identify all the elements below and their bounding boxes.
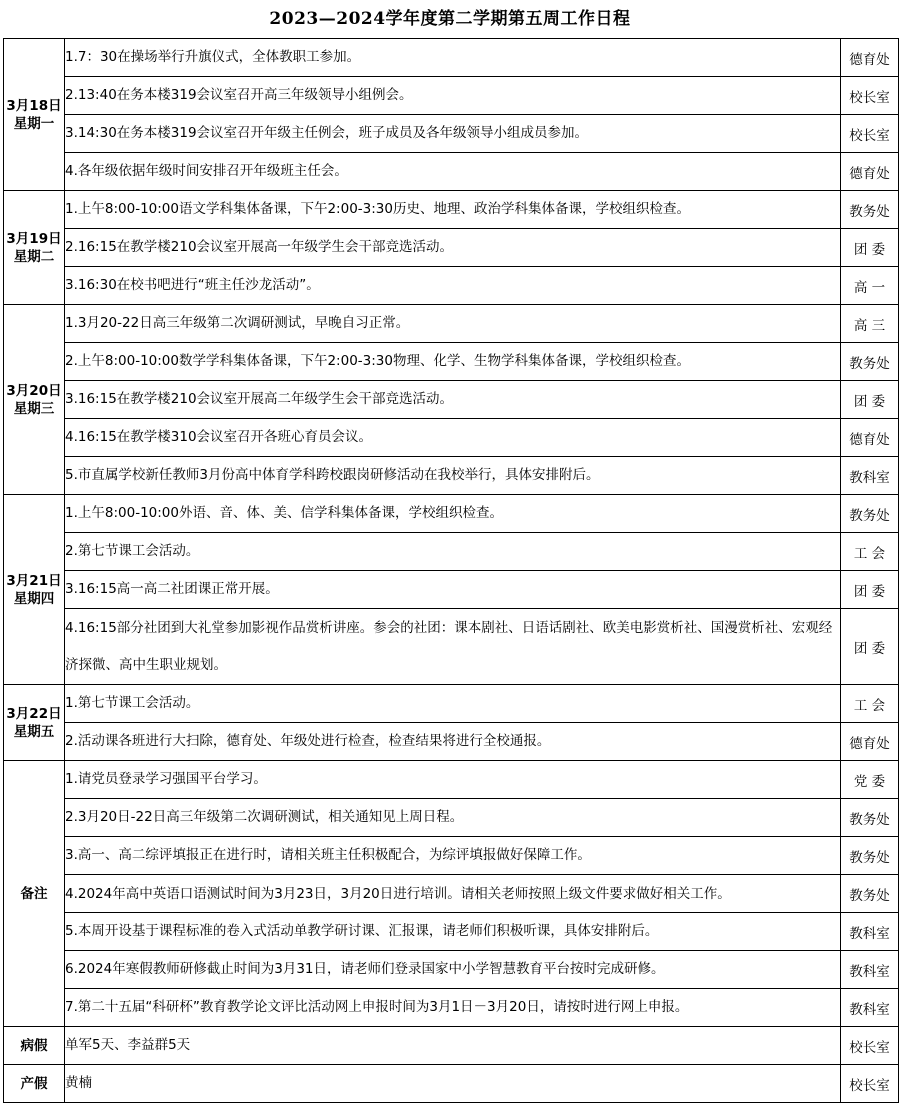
dept-cell: 校长室 xyxy=(841,115,899,153)
schedule-item: 3.16:30在校书吧进行“班主任沙龙活动”。 xyxy=(65,267,841,305)
schedule-item: 1.3月20-22日高三年级第二次调研测试，早晚自习正常。 xyxy=(65,305,841,343)
note-item: 3.高一、高二综评填报正在进行时，请相关班主任积极配合，为综评填报做好保障工作。 xyxy=(65,837,841,875)
schedule-item: 2.第七节课工会活动。 xyxy=(65,533,841,571)
table-row xyxy=(4,609,899,685)
dept-cell: 德育处 xyxy=(841,39,899,77)
note-item: 2.3月20日-22日高三年级第二次调研测试，相关通知见上周日程。 xyxy=(65,799,841,837)
day-cell-thursday: 3月21日 星期四 xyxy=(4,495,65,685)
schedule-item: 1.上午8:00-10:00外语、音、体、美、信学科集体备课，学校组织检查。 xyxy=(65,495,841,533)
dept-cell: 德育处 xyxy=(841,419,899,457)
table-row xyxy=(4,723,899,761)
table-row xyxy=(4,343,899,381)
table-row xyxy=(4,495,899,533)
dept-cell: 团 委 xyxy=(841,609,899,685)
schedule-item: 2.活动课各班进行大扫除，德育处、年级处进行检查，检查结果将进行全校通报。 xyxy=(65,723,841,761)
table-row xyxy=(4,1027,899,1065)
note-item: 1.请党员登录学习强国平台学习。 xyxy=(65,761,841,799)
table-row xyxy=(4,457,899,495)
dept-cell: 团 委 xyxy=(841,381,899,419)
dept-cell: 教科室 xyxy=(841,457,899,495)
schedule-item: 4.各年级依据年级时间安排召开年级班主任会。 xyxy=(65,153,841,191)
dept-cell: 教务处 xyxy=(841,191,899,229)
note-item: 5.本周开设基于课程标准的卷入式活动单教学研讨课、汇报课，请老师们积极听课，具体安排附后。 xyxy=(65,913,841,951)
table-row xyxy=(4,381,899,419)
dept-cell: 团 委 xyxy=(841,571,899,609)
schedule-item: 5.市直属学校新任教师3月份高中体育学科跨校跟岗研修活动在我校举行，具体安排附后。 xyxy=(65,457,841,495)
table-row xyxy=(4,837,899,875)
dept-cell: 校长室 xyxy=(841,1065,899,1103)
table-row xyxy=(4,191,899,229)
dept-cell: 教务处 xyxy=(841,875,899,913)
table-row xyxy=(4,685,899,723)
dept-cell: 教务处 xyxy=(841,837,899,875)
table-row xyxy=(4,1065,899,1103)
table-row xyxy=(4,761,899,799)
dept-cell: 团 委 xyxy=(841,229,899,267)
table-row xyxy=(4,77,899,115)
dept-cell: 教务处 xyxy=(841,799,899,837)
note-item: 4.2024年高中英语口语测试时间为3月23日，3月20日进行培训。请相关老师按照上级文件要求做好相关工作。 xyxy=(65,875,841,913)
table-row xyxy=(4,267,899,305)
maternity-leave-text: 黄楠 xyxy=(65,1065,841,1103)
schedule-item: 3.16:15在教学楼210会议室开展高二年级学生会干部竞选活动。 xyxy=(65,381,841,419)
table-row xyxy=(4,571,899,609)
schedule-item: 2.上午8:00-10:00数学学科集体备课，下午2:00-3:30物理、化学、生物学科集体备课，学校组织检查。 xyxy=(65,343,841,381)
table-row xyxy=(4,875,899,913)
table-row xyxy=(4,305,899,343)
day-cell-friday: 3月22日 星期五 xyxy=(4,685,65,761)
table-row xyxy=(4,229,899,267)
note-item: 7.第二十五届“科研杯”教育教学论文评比活动网上申报时间为3月1日－3月20日，请按时进行网上申报。 xyxy=(65,989,841,1027)
schedule-item: 4.16:15在教学楼310会议室召开各班心育员会议。 xyxy=(65,419,841,457)
dept-cell: 高 一 xyxy=(841,267,899,305)
table-row xyxy=(4,153,899,191)
dept-cell: 工 会 xyxy=(841,685,899,723)
maternity-leave-label: 产假 xyxy=(4,1065,65,1103)
schedule-item: 3.14:30在务本楼319会议室召开年级主任例会，班子成员及各年级领导小组成员参加。 xyxy=(65,115,841,153)
sick-leave-label: 病假 xyxy=(4,1027,65,1065)
schedule-item: 2.16:15在教学楼210会议室开展高一年级学生会干部竞选活动。 xyxy=(65,229,841,267)
dept-cell: 校长室 xyxy=(841,1027,899,1065)
note-item: 6.2024年寒假教师研修截止时间为3月31日，请老师们登录国家中小学智慧教育平台按时完成研修。 xyxy=(65,951,841,989)
dept-cell: 高 三 xyxy=(841,305,899,343)
dept-cell: 德育处 xyxy=(841,153,899,191)
dept-cell: 工 会 xyxy=(841,533,899,571)
schedule-item: 1.上午8:00-10:00语文学科集体备课，下午2:00-3:30历史、地理、政治学科集体备课，学校组织检查。 xyxy=(65,191,841,229)
dept-cell: 党 委 xyxy=(841,761,899,799)
dept-cell: 教务处 xyxy=(841,343,899,381)
schedule-item: 3.16:15高一高二社团课正常开展。 xyxy=(65,571,841,609)
schedule-item: 4.16:15部分社团到大礼堂参加影视作品赏析讲座。参会的社团：课本剧社、日语话剧社、欧美电影赏析社、国漫赏析社、宏观经济探微、高中生职业规划。 xyxy=(65,609,841,685)
day-cell-wednesday: 3月20日 星期三 xyxy=(4,305,65,495)
table-row xyxy=(4,39,899,77)
table-row xyxy=(4,533,899,571)
notes-label-cell: 备注 xyxy=(4,761,65,1027)
dept-cell: 教科室 xyxy=(841,913,899,951)
table-row xyxy=(4,799,899,837)
dept-cell: 校长室 xyxy=(841,77,899,115)
table-row xyxy=(4,115,899,153)
dept-cell: 德育处 xyxy=(841,723,899,761)
schedule-item: 1.7：30在操场举行升旗仪式，全体教职工参加。 xyxy=(65,39,841,77)
sick-leave-text: 单军5天、李益群5天 xyxy=(65,1027,841,1065)
schedule-item: 2.13:40在务本楼319会议室召开高三年级领导小组例会。 xyxy=(65,77,841,115)
table-row xyxy=(4,419,899,457)
day-cell-monday: 3月18日 星期一 xyxy=(4,39,65,191)
day-cell-tuesday: 3月19日 星期二 xyxy=(4,191,65,305)
table-row xyxy=(4,913,899,951)
schedule-table xyxy=(3,38,899,1103)
schedule-item: 1.第七节课工会活动。 xyxy=(65,685,841,723)
dept-cell: 教务处 xyxy=(841,495,899,533)
dept-cell: 教科室 xyxy=(841,989,899,1027)
page-title: 2023—2024学年度第二学期第五周工作日程 xyxy=(269,9,631,29)
table-row xyxy=(4,951,899,989)
dept-cell: 教科室 xyxy=(841,951,899,989)
table-row xyxy=(4,989,899,1027)
